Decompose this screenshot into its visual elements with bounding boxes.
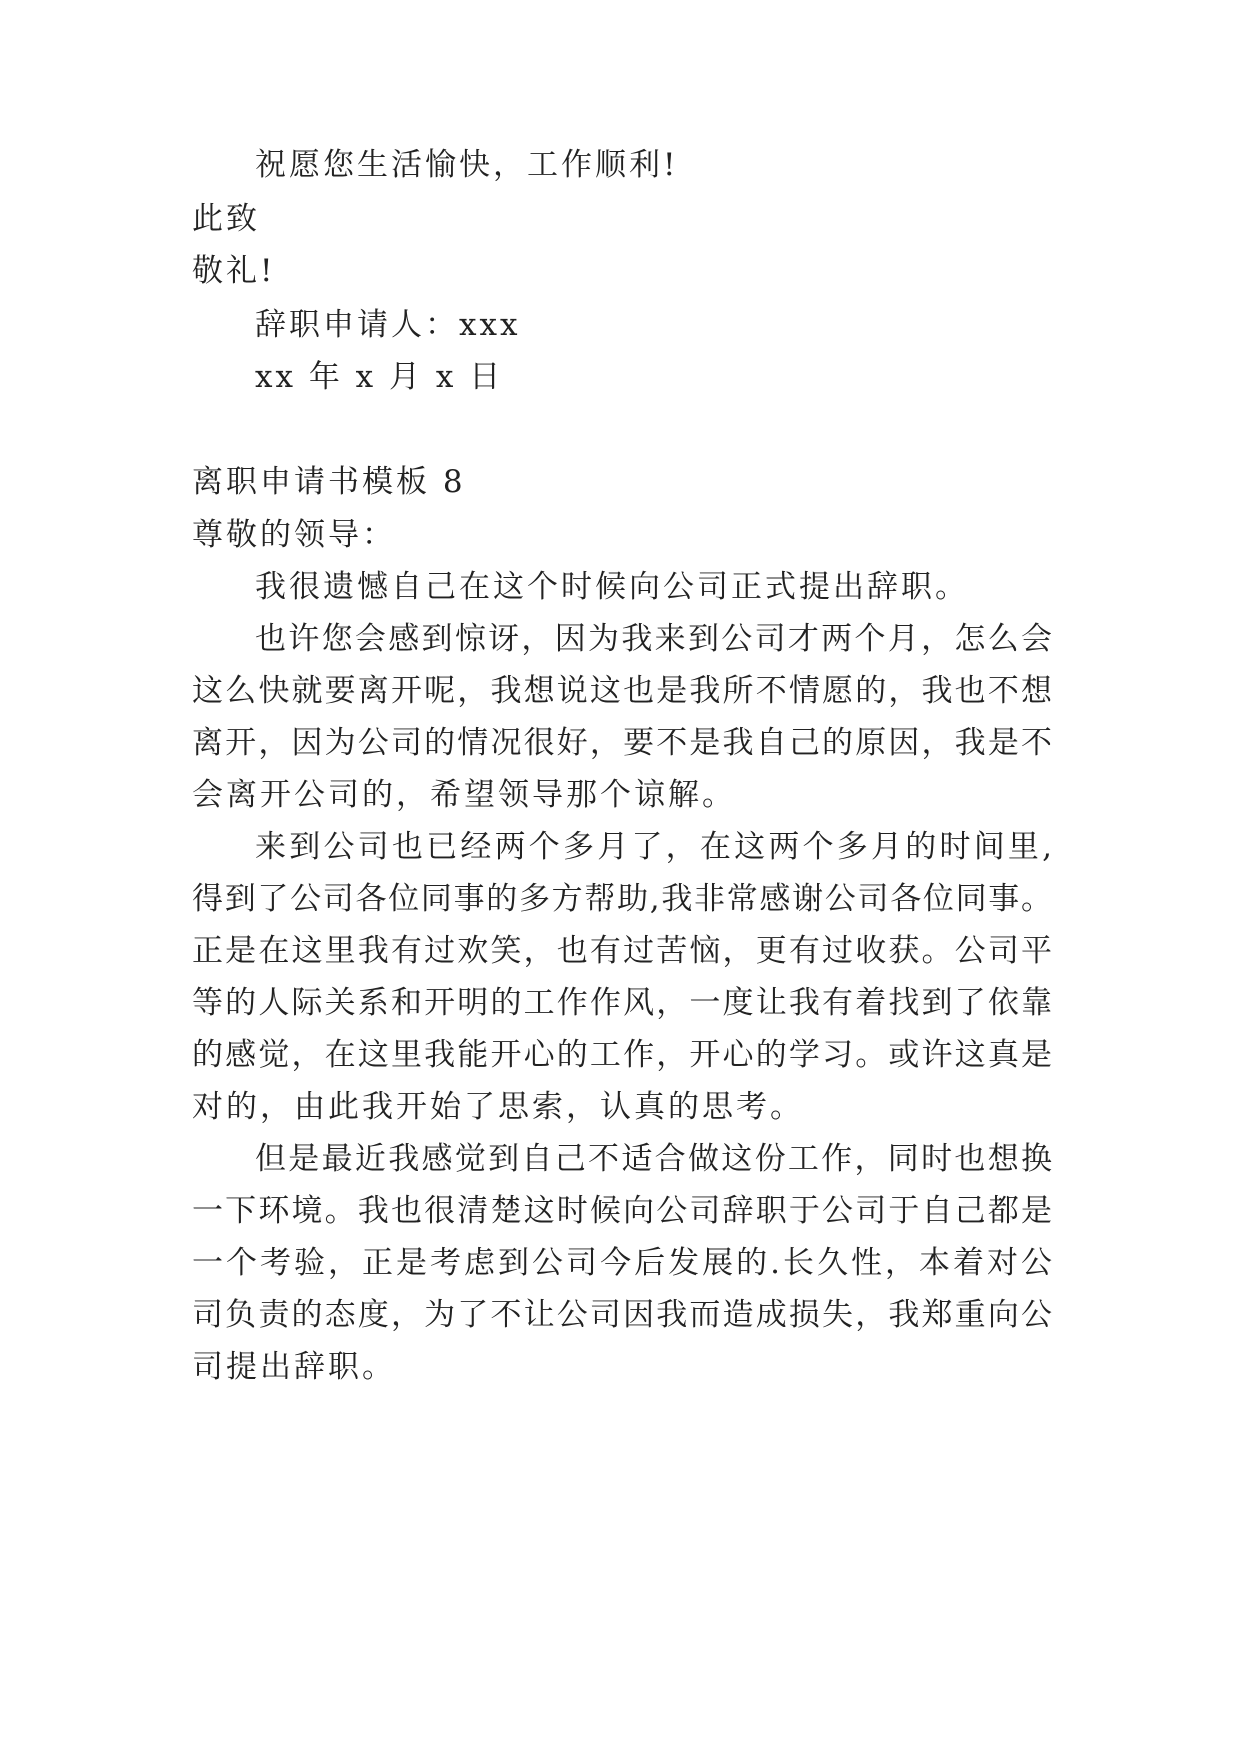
signature-date: xx 年 x 月 x 日 bbox=[255, 359, 504, 395]
paragraph-line: 离开，因为公司的情况很好，要不是我自己的原因，我是不 bbox=[192, 725, 1052, 761]
paragraph-line: 正是在这里我有过欢笑，也有过苦恼，更有过收获。公司平 bbox=[192, 933, 1052, 969]
paragraph-line: 司负责的态度，为了不让公司因我而造成损失，我郑重向公 bbox=[192, 1297, 1052, 1333]
applicant-signature: 辞职申请人：xxx bbox=[255, 307, 521, 343]
paragraph-line: 司提出辞职。 bbox=[192, 1349, 396, 1385]
salutation-jingli: 敬礼! bbox=[192, 253, 276, 289]
paragraph-line: 一下环境。我也很清楚这时候向公司辞职于公司于自己都是 bbox=[192, 1193, 1052, 1229]
closing-wish: 祝愿您生活愉快，工作顺利! bbox=[255, 147, 679, 183]
letter-greeting: 尊敬的领导： bbox=[192, 517, 396, 553]
paragraph-line: 来到公司也已经两个多月了，在这两个多月的时间里, bbox=[255, 829, 1052, 865]
paragraph-line: 但是最近我感觉到自己不适合做这份工作，同时也想换 bbox=[255, 1141, 1052, 1177]
paragraph-line: 我很遗憾自己在这个时候向公司正式提出辞职。 bbox=[255, 569, 969, 605]
salutation-cizhi: 此致 bbox=[192, 201, 260, 237]
paragraph-line: 的感觉，在这里我能开心的工作，开心的学习。或许这真是 bbox=[192, 1037, 1052, 1073]
paragraph-line: 一个考验，正是考虑到公司今后发展的.长久性，本着对公 bbox=[192, 1245, 1052, 1281]
paragraph-line: 得到了公司各位同事的多方帮助,我非常感谢公司各位同事。 bbox=[192, 881, 1052, 917]
paragraph-line: 会离开公司的，希望领导那个谅解。 bbox=[192, 777, 736, 813]
template-heading: 离职申请书模板 8 bbox=[192, 464, 466, 500]
paragraph-line: 等的人际关系和开明的工作作风，一度让我有着找到了依靠 bbox=[192, 985, 1052, 1021]
paragraph-line: 也许您会感到惊讶，因为我来到公司才两个月，怎么会 bbox=[255, 621, 1052, 657]
paragraph-line: 这么快就要离开呢，我想说这也是我所不情愿的，我也不想 bbox=[192, 673, 1052, 709]
paragraph-line: 对的，由此我开始了思索，认真的思考。 bbox=[192, 1089, 804, 1125]
